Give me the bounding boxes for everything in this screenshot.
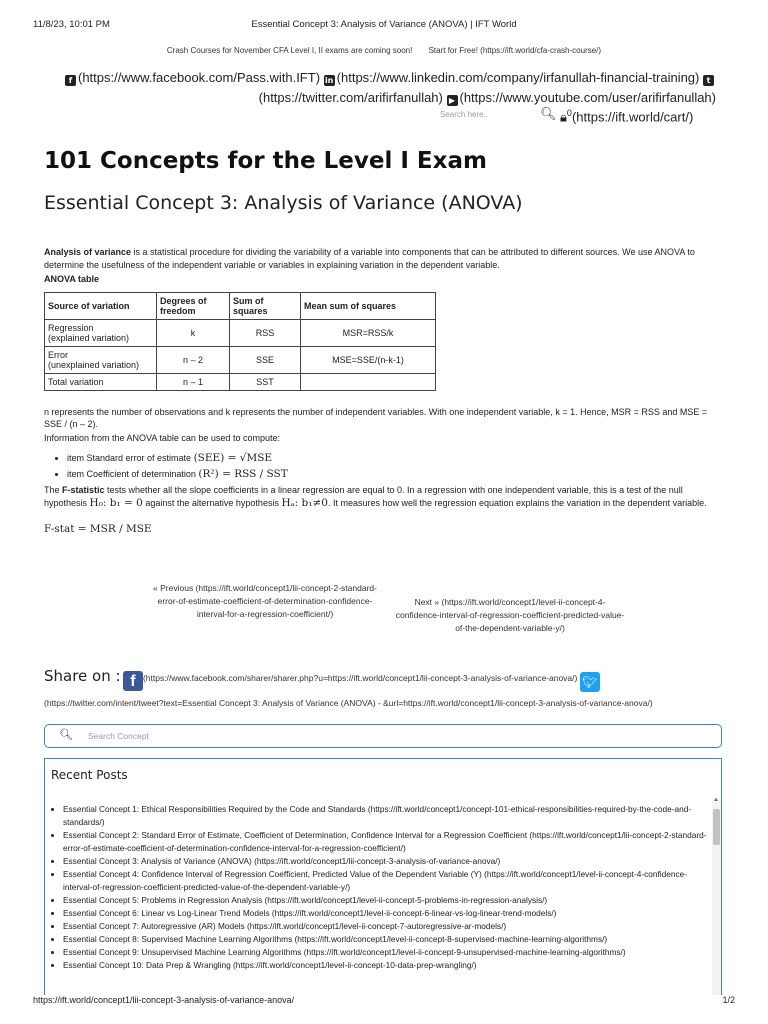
social-links xyxy=(60,68,716,108)
banner-text: Crash Courses for November CFA Level I, II exams are coming soon! xyxy=(166,46,413,55)
intro-term: Analysis of variance xyxy=(44,247,132,257)
null-hypothesis: H₀: b₁ = 0 xyxy=(89,497,143,509)
search-icon[interactable]: 🔍︎ xyxy=(59,729,73,741)
fstat-term: F-statistic xyxy=(62,485,105,495)
header-search xyxy=(440,106,716,126)
list-item[interactable]: • Essential Concept 5: Problems in Regression Analysis (https://ift.world/concept1/level-ii-concept-5-problems-in-regression-analysis/) xyxy=(63,894,713,907)
col-header: Mean sum of squares xyxy=(301,293,436,320)
concept-search-input[interactable]: Search Concept xyxy=(88,731,149,741)
table-cell: Error (unexplained variation) xyxy=(45,347,157,374)
concept-search-box[interactable] xyxy=(44,724,722,748)
print-datetime: 11/8/23, 10:01 PM xyxy=(33,19,110,30)
facebook-share-link[interactable]: (https://www.facebook.com/sharer/sharer.php?u=https://ift.world/concept1/lii-concept-3-analysis-of-variance-anova/) xyxy=(142,673,578,683)
banner-link[interactable]: Start for Free! (https://ift.world/cfa-crash-course/) xyxy=(428,46,602,55)
table-row xyxy=(45,347,436,374)
print-title: Essential Concept 3: Analysis of Variance (ANOVA) | IFT World xyxy=(251,19,517,30)
r2-formula: (R²) = RSS / SST xyxy=(198,468,288,480)
cart-link[interactable] xyxy=(560,108,693,125)
cart-icon[interactable]: 🔒︎ xyxy=(560,109,567,125)
linkedin-icon[interactable]: in xyxy=(324,76,334,85)
youtube-link[interactable]: (https://www.youtube.com/user/arifirfanullah) xyxy=(459,90,716,105)
youtube-icon[interactable]: ▶ xyxy=(447,95,458,106)
n-description: n represents the number of observations and k represents the number of independent variables. With one independent variable, k = 1. Hence, MSR = RSS and MSE = SSE / (n – 2). xyxy=(44,407,708,429)
scroll-up-icon[interactable]: ▲ xyxy=(713,797,719,803)
list-item[interactable]: • Essential Concept 3: Analysis of Variance (ANOVA) (https://ift.world/concept1/lii-concept-3-analysis-of-variance-anova/) xyxy=(63,855,713,868)
table-cell: SSE xyxy=(230,347,301,374)
twitter-share-icon[interactable]: 🐦︎ xyxy=(580,672,600,692)
facebook-link[interactable]: (https://www.facebook.com/Pass.with.IFT) xyxy=(78,70,321,85)
page-number: 1/2 xyxy=(722,995,735,1005)
table-cell: Total variation xyxy=(45,374,157,391)
list-item[interactable]: • Essential Concept 9: Unsupervised Machine Learning Algorithms (https://ift.world/concept1/level-ii-concept-9-unsupervised-machine-learning-algorithms/) xyxy=(63,946,713,959)
print-url: https://ift.world/concept1/lii-concept-3-analysis-of-variance-anova/ xyxy=(33,995,295,1005)
table-header-row xyxy=(45,293,436,320)
twitter-share-link[interactable]: (https://twitter.com/intent/tweet?text=Essential Concept 3: Analysis of Variance (ANOVA) - &url=https://ift.world/concept1/lii-concept-3-analysis-of-variance-anova/) xyxy=(44,698,653,708)
list-item[interactable]: • Essential Concept 1: Ethical Responsibilities Required by the Code and Standards (https://ift.world/concept1/concept-101-ethical-responsibilities-required-by-the-code-and-standards/) xyxy=(63,803,713,829)
table-cell: n – 1 xyxy=(157,374,230,391)
table-cell: RSS xyxy=(230,320,301,347)
list-item[interactable]: • Essential Concept 4: Confidence Interval of Regression Coefficient, Predicted Value of the Dependent Variable (Y) (https://ift.world/concept1/level-ii-concept-4-confidence-interval-of-regression-coefficient-predicted-value-of-the-dependent-variable-y/) xyxy=(63,868,713,894)
formula-list xyxy=(55,450,288,482)
search-input[interactable]: Search here.. xyxy=(440,110,489,119)
recent-posts-panel xyxy=(44,758,722,995)
recent-posts-list xyxy=(51,803,713,972)
table-cell: n – 2 xyxy=(157,347,230,374)
facebook-icon[interactable]: f xyxy=(65,75,76,86)
table-cell xyxy=(301,374,436,391)
table-cell: Regression (explained variation) xyxy=(45,320,157,347)
page-subtitle: Essential Concept 3: Analysis of Variance (ANOVA) xyxy=(44,192,523,214)
table-cell: SST xyxy=(230,374,301,391)
twitter-link[interactable]: (https://twitter.com/arifirfanullah) xyxy=(258,90,443,105)
recent-posts-scrollbar[interactable] xyxy=(712,799,721,995)
linkedin-link[interactable]: (https://www.linkedin.com/company/irfanullah-financial-training) xyxy=(336,70,700,85)
col-header: Degrees of freedom xyxy=(157,293,230,320)
list-item[interactable]: • Essential Concept 6: Linear vs Log-Linear Trend Models (https://ift.world/concept1/level-ii-concept-6-linear-vs-log-linear-trend-models/) xyxy=(63,907,713,920)
list-item[interactable]: • Essential Concept 10: Data Prep & Wrangling (https://ift.world/concept1/level-ii-concept-10-data-prep-wrangling/) xyxy=(63,959,713,972)
cart-url[interactable]: (https://ift.world/cart/) xyxy=(571,109,694,125)
table-cell: MSE=SSE/(n-k-1) xyxy=(301,347,436,374)
list-item[interactable]: • Essential Concept 7: Autoregressive (AR) Models (https://ift.world/concept1/level-ii-concept-7-autoregressive-ar-models/) xyxy=(63,920,713,933)
previous-link[interactable]: « Previous (https://ift.world/concept1/lii-concept-2-standard-error-of-estimate-coefficient-of-determination-confidence-interval-for-a-regression-coefficient/) xyxy=(153,583,377,619)
facebook-share-icon[interactable]: f xyxy=(123,671,143,691)
twitter-icon[interactable]: t xyxy=(703,75,714,86)
cart-count: 0 xyxy=(566,108,572,118)
alt-hypothesis: Hₐ: b₁≠0 xyxy=(281,497,328,509)
intro-text: is a statistical procedure for dividing the variability of a variable into components that can be attributed to different sources. We use ANOVA to determine the usefulness of the independent variable or variables in explaining variation in the dependent variable. xyxy=(44,247,695,270)
promo-banner xyxy=(0,46,768,55)
scrollbar-thumb[interactable] xyxy=(713,809,720,845)
anova-table xyxy=(44,292,436,391)
see-formula: (SEE) = √MSE xyxy=(193,452,273,464)
table-row xyxy=(45,320,436,347)
page-title: 101 Concepts for the Level I Exam xyxy=(44,148,487,174)
list-item: • item Standard error of estimate (SEE) = √MSE xyxy=(67,450,288,466)
list-item[interactable]: • Essential Concept 8: Supervised Machine Learning Algorithms (https://ift.world/concept1/level-ii-concept-8-supervised-machine-learning-algorithms/) xyxy=(63,933,713,946)
col-header: Sum of squares xyxy=(230,293,301,320)
search-icon[interactable]: 🔍︎ xyxy=(540,106,557,121)
list-item: • item Coefficient of determination (R²) = RSS / SST xyxy=(67,466,288,482)
table-row xyxy=(45,374,436,391)
recent-posts-title: Recent Posts xyxy=(51,768,128,782)
intro-paragraph xyxy=(44,246,724,272)
next-link[interactable]: Next » (https://ift.world/concept1/level-ii-concept-4-confidence-interval-of-regression-coefficient-predicted-value-of-the-dependent-variable-y/) xyxy=(395,597,625,633)
share-label: Share on : xyxy=(44,667,121,685)
fstat-paragraph: The F-statistic tests whether all the slope coefficients in a linear regression are equal to 0. In a regression with one independent variable, this is a test of the null hypothesis H₀: b₁ = 0 against the alternative hypothesis Hₐ: b₁≠0. It measures how well the regression equation explains the variation in the dependent variable. xyxy=(44,485,707,509)
table-label: ANOVA table xyxy=(44,274,100,284)
list-item[interactable]: • Essential Concept 2: Standard Error of Estimate, Coefficient of Determination, Confidence Interval for a Regression Coefficient (https://ift.world/concept1/lii-concept-2-standard-error-of-estimate-coefficient-of-determination-confidence-interval-for-a-regression-coefficient/) xyxy=(63,829,713,855)
share-section xyxy=(44,665,734,714)
info-line: Information from the ANOVA table can be used to compute: xyxy=(44,433,280,443)
table-cell: MSR=RSS/k xyxy=(301,320,436,347)
col-header: Source of variation xyxy=(45,293,157,320)
fstat-formula: F-stat = MSR / MSE xyxy=(44,523,152,535)
table-cell: k xyxy=(157,320,230,347)
